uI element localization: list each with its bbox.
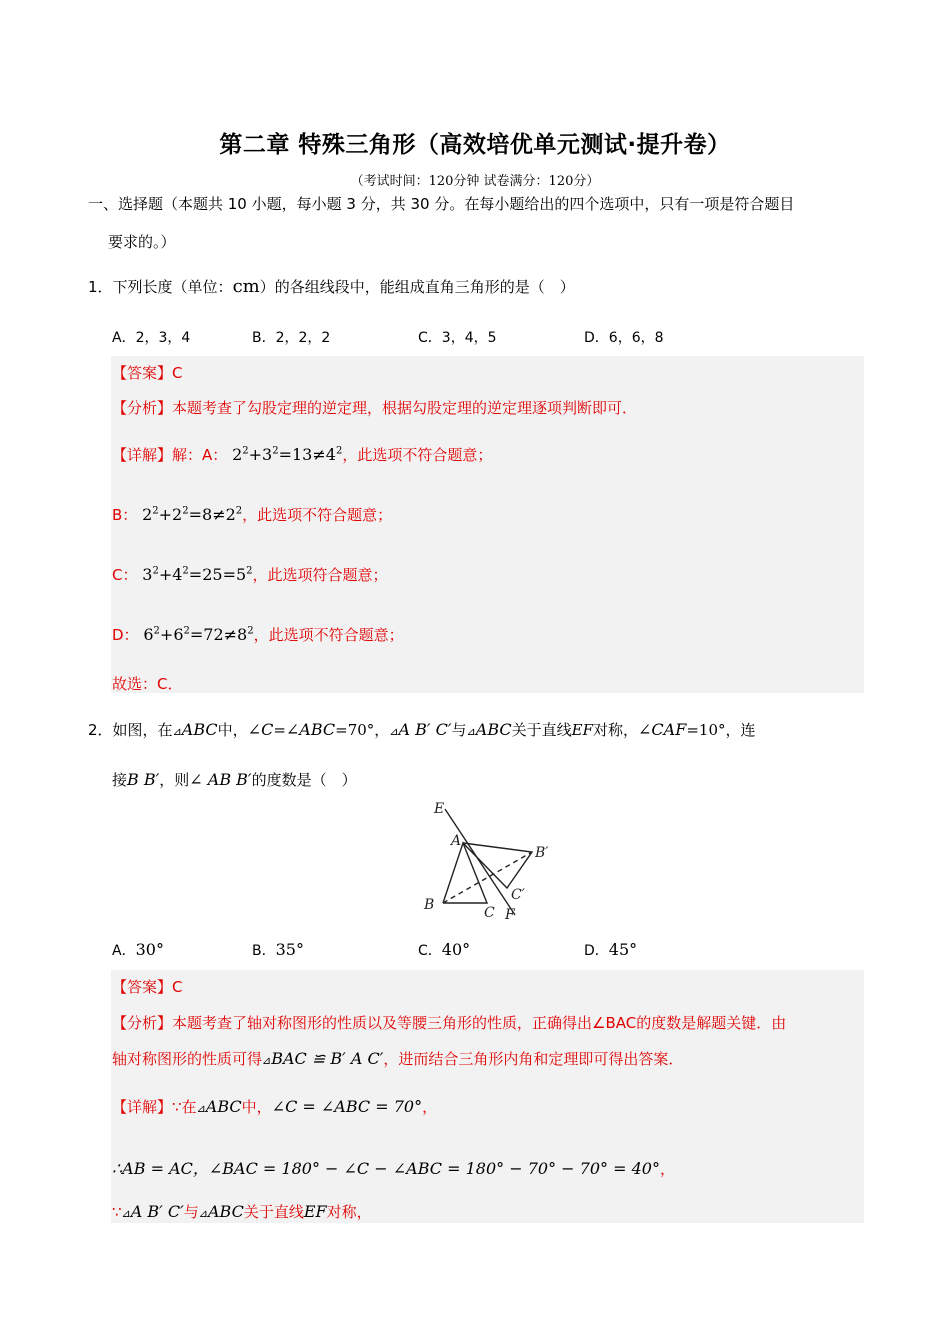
section-heading: [88, 192, 868, 216]
label-b-prime: B′: [535, 845, 549, 861]
detail-row-c: C： $3^2+4^2=25=5^2$，此选项符合题意；: [112, 565, 388, 584]
label-b: B: [424, 897, 435, 913]
q2-analysis-line1: 【分析】本题考查了轴对称图形的性质以及等腰三角形的性质，正确得出∠BAC的度数是解题关键．由: [112, 1014, 787, 1032]
analysis-line: 【分析】本题考查了勾股定理的逆定理，根据勾股定理的逆定理逐项判断即可．: [112, 399, 638, 417]
triangle-ab'c': [463, 843, 532, 888]
option-c[interactable]: C．3，4，5: [418, 330, 497, 346]
detail-row-d: D： $6^2+6^2=72\ne 8^2$，此选项不符合题意；: [112, 625, 404, 644]
option-b[interactable]: B．2，2，2: [252, 330, 331, 346]
question-stem: ）的各组线段中，能组成直角三角形的是（ ）: [259, 278, 575, 296]
geometry-figure: [415, 795, 565, 925]
conclusion-line: 故选：C．: [112, 675, 183, 693]
section-heading-line2: 要求的。）: [108, 233, 176, 251]
q2-answer-line: 【答案】C: [112, 978, 183, 996]
question-1: [88, 276, 868, 297]
unit-label: cm: [232, 276, 260, 297]
option-a[interactable]: A．2，3，4: [112, 330, 191, 346]
answer-line: 【答案】C: [112, 364, 183, 382]
q2-analysis-line2: 轴对称图形的性质可得⊿BAC ≌ B′ A C′，进而结合三角形内角和定理即可得出答案．: [112, 1049, 684, 1068]
question-number: 1．: [88, 278, 113, 296]
question-stem: 下列长度（单位：: [112, 278, 233, 296]
triangle-abc: [443, 843, 487, 903]
label-e: E: [434, 801, 445, 817]
label-c: C: [484, 905, 495, 921]
q2-option-c[interactable]: C．40°: [418, 940, 471, 959]
page-subtitle: （考试时间：120分钟 试卷满分：120分）: [350, 174, 600, 189]
line-ef: [445, 809, 515, 915]
section-heading-line1: 一、选择题（本题共 10 小题，每小题 3 分，共 30 分。在每小题给出的四个选项中，只有一项是符合题目: [88, 195, 795, 213]
detail-row-a: 【详解】解：A： $2^2+3^2=13\ne 4^2$，此选项不符合题意；: [112, 445, 493, 464]
q2-option-d[interactable]: D．45°: [584, 940, 638, 959]
option-d[interactable]: D．6，6，8: [584, 330, 664, 346]
page-title: 第二章 特殊三角形（高效培优单元测试·提升卷）: [219, 132, 731, 158]
q2-detail-line1: 【详解】∵在⊿ABC中，∠C = ∠ABC = 70°，: [112, 1097, 438, 1116]
q2-detail-line3: ∵⊿A B′ C′与⊿ABC关于直线EF对称，: [112, 1202, 372, 1221]
label-a: A: [451, 833, 462, 849]
q2-detail-line2: ∴AB = AC，∠BAC = 180° − ∠C − ∠ABC = 180° − 70° − 70° = 40°，: [112, 1159, 675, 1178]
q2-option-a[interactable]: A．30°: [112, 940, 164, 959]
label-f: F: [505, 907, 515, 923]
label-c-prime: C′: [511, 887, 525, 903]
question-2-line2: 接B B′，则∠ AB B′的度数是（ ）: [112, 770, 357, 789]
detail-row-b: B： $2^2+2^2=8\ne 2^2$，此选项不符合题意；: [112, 505, 393, 524]
q2-option-b[interactable]: B．35°: [252, 940, 304, 959]
question-2: 2．如图，在⊿ABC中，∠C=∠ABC=70°，⊿A B′ C′与⊿ABC关于直线EF对称，∠CAF=10°，连: [88, 720, 756, 739]
